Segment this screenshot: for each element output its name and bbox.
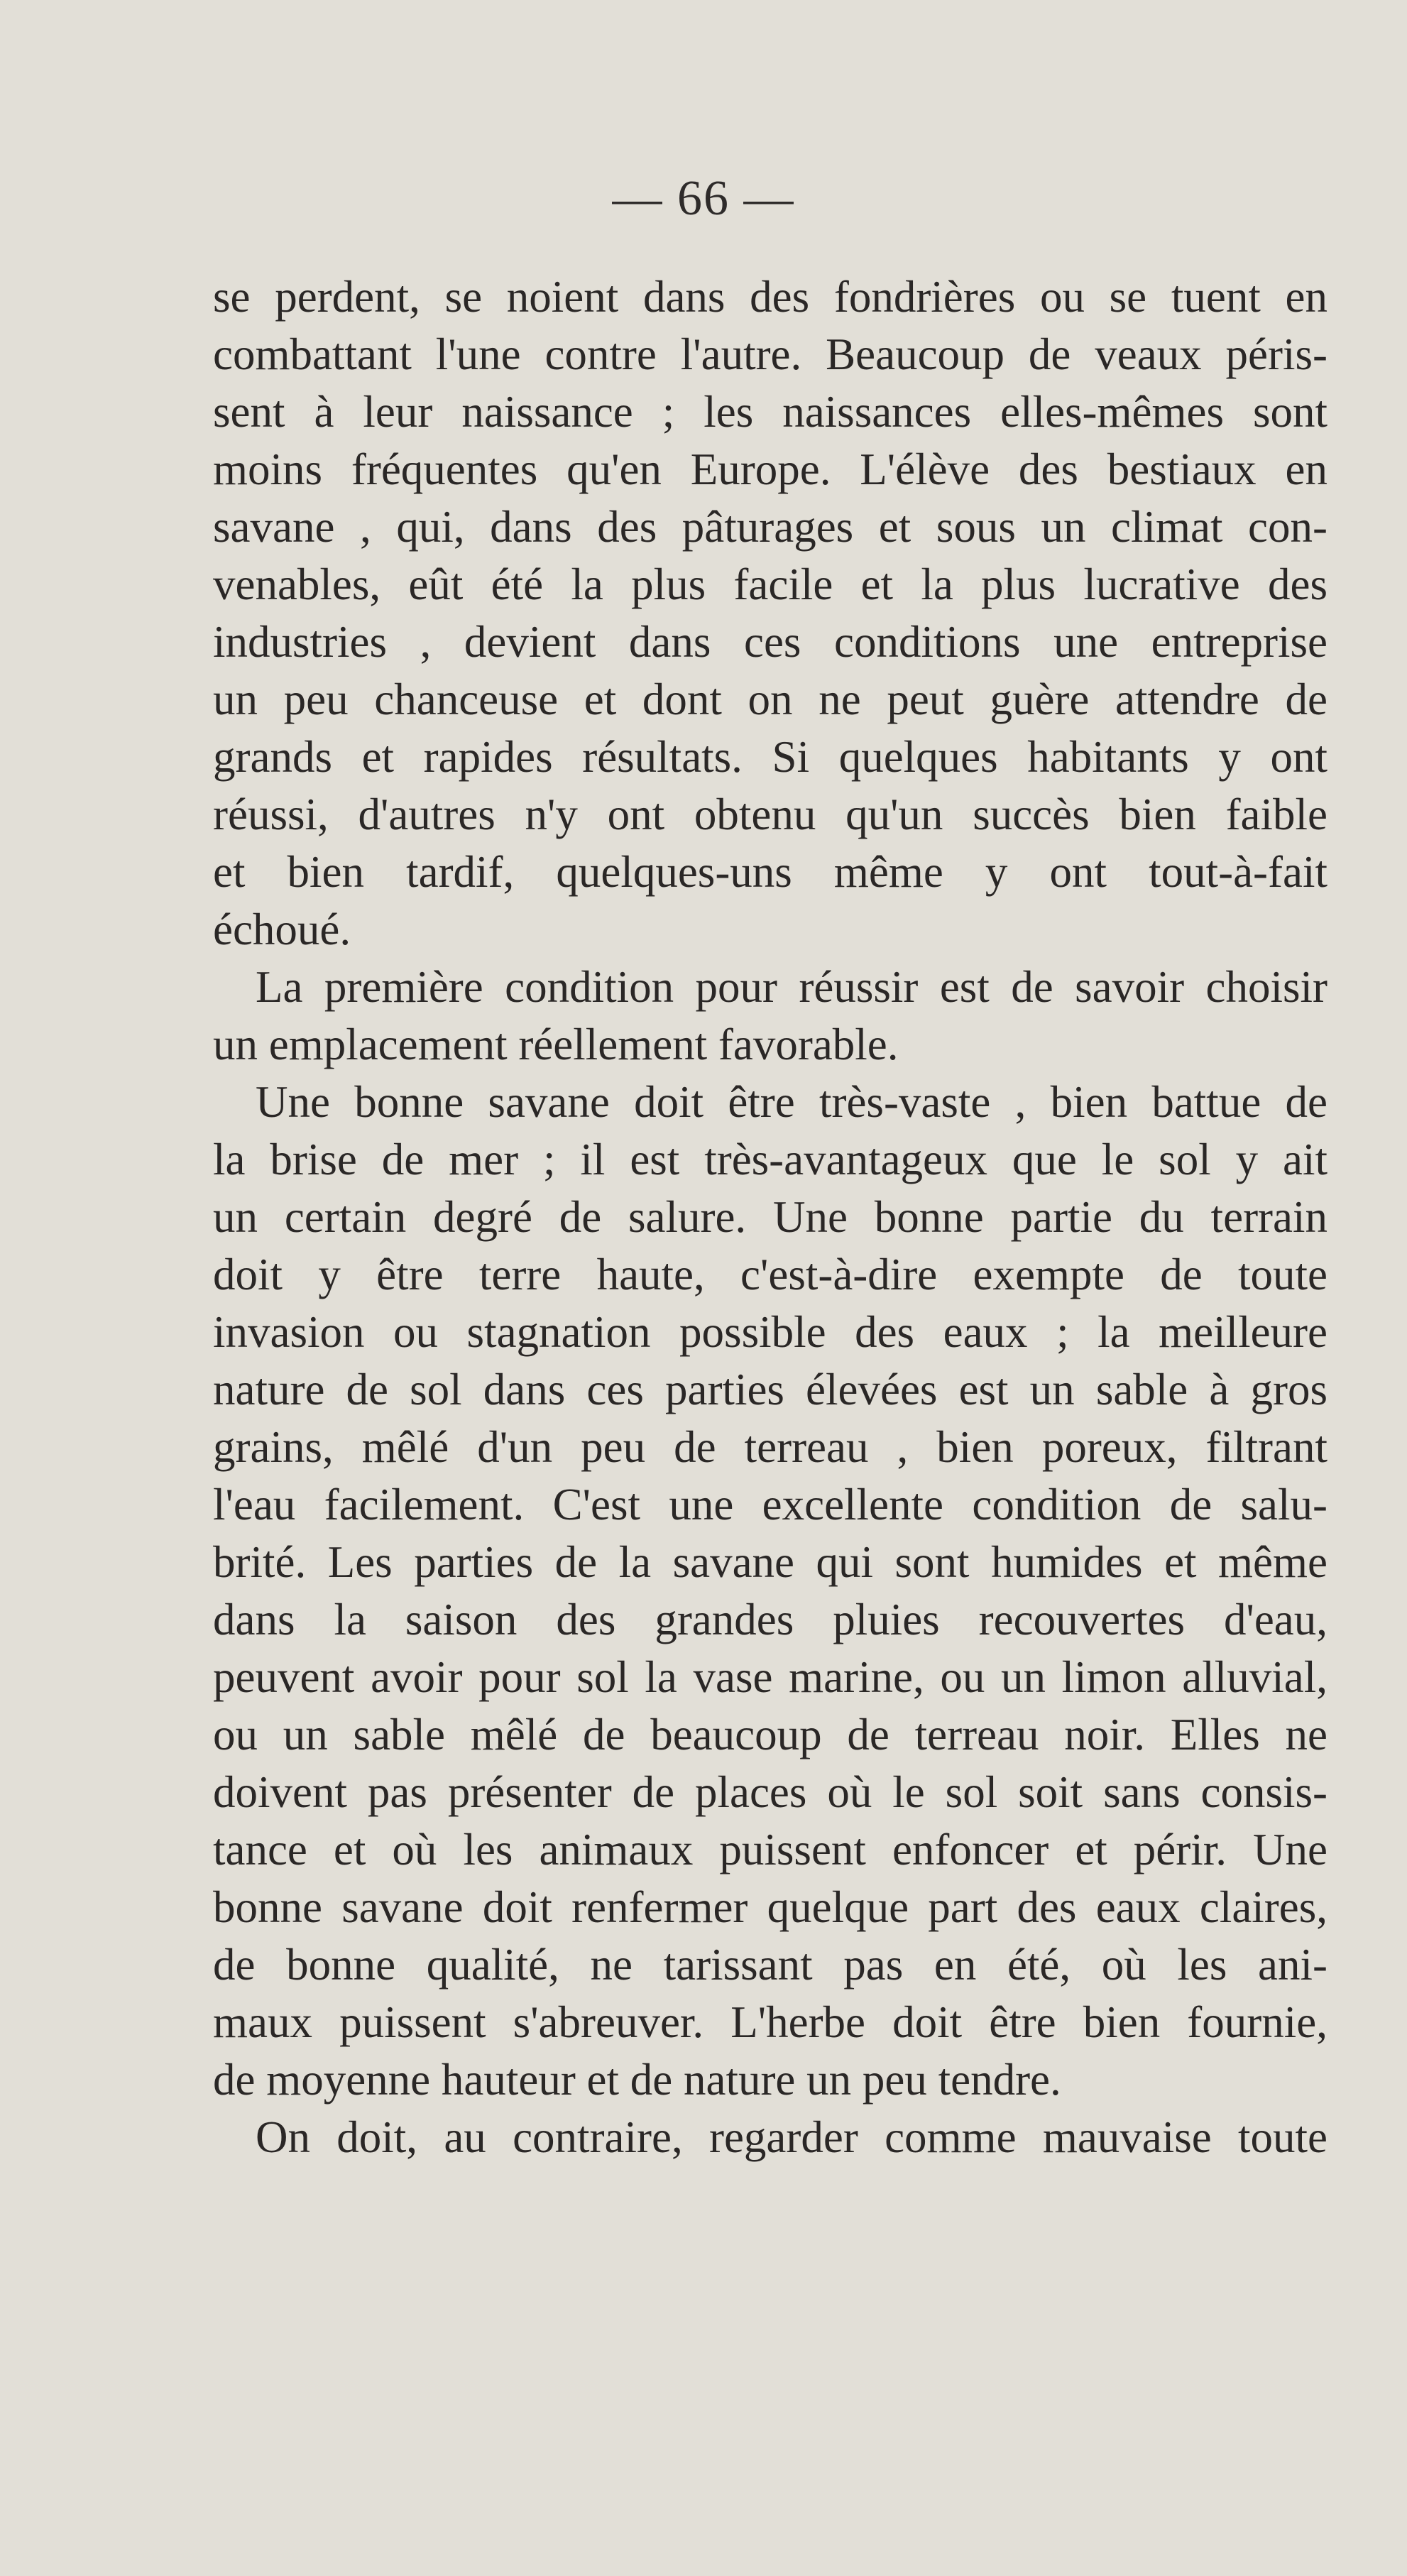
body-text: [213, 268, 1327, 2166]
text-line: venables, eût été la plus facile et la plus lucrative des: [213, 560, 1327, 609]
text-line: dans la saison des grandes pluies recouvertes d'eau,: [213, 1595, 1327, 1644]
text-line: un certain degré de salure. Une bonne partie du terrain: [213, 1192, 1327, 1242]
text-line: peuvent avoir pour sol la vase marine, ou un limon alluvial,: [213, 1652, 1327, 1702]
text-line: invasion ou stagnation possible des eaux ; la meilleure: [213, 1307, 1327, 1357]
text-line: un emplacement réellement favorable.: [213, 1020, 899, 1069]
text-line: La première condition pour réussir est de savoir choisir: [256, 962, 1327, 1012]
text-line: de bonne qualité, ne tarissant pas en été, où les ani-: [213, 1940, 1327, 1990]
text-line: savane , qui, dans des pâturages et sous un climat con-: [213, 502, 1327, 552]
text-line: grains, mêlé d'un peu de terreau , bien poreux, filtrant: [213, 1422, 1327, 1472]
text-line: maux puissent s'abreuver. L'herbe doit être bien fournie,: [213, 1997, 1327, 2047]
text-line: grands et rapides résultats. Si quelques habitants y ont: [213, 732, 1327, 782]
text-line: nature de sol dans ces parties élevées est un sable à gros: [213, 1365, 1327, 1414]
text-line: doit y être terre haute, c'est-à-dire exempte de toute: [213, 1250, 1327, 1299]
text-line: et bien tardif, quelques-uns même y ont tout-à-fait: [213, 847, 1327, 897]
text-line: se perdent, se noient dans des fondrières ou se tuent en: [213, 272, 1327, 322]
text-line: un peu chanceuse et dont on ne peut guère attendre de: [213, 675, 1327, 724]
text-line: bonne savane doit renfermer quelque part des eaux claires,: [213, 1882, 1327, 1932]
text-line: industries , devient dans ces conditions une entreprise: [213, 617, 1327, 667]
text-line: moins fréquentes qu'en Europe. L'élève des bestiaux en: [213, 444, 1327, 494]
text-line: échoué.: [213, 905, 351, 954]
text-line: sent à leur naissance ; les naissances elles-mêmes sont: [213, 387, 1327, 437]
text-line: brité. Les parties de la savane qui sont humides et même: [213, 1537, 1327, 1587]
text-line: l'eau facilement. C'est une excellente condition de salu-: [213, 1480, 1327, 1529]
text-line: Une bonne savane doit être très-vaste , bien battue de: [256, 1077, 1327, 1127]
text-line: réussi, d'autres n'y ont obtenu qu'un succès bien faible: [213, 790, 1327, 839]
text-line: On doit, au contraire, regarder comme mauvaise toute: [256, 2112, 1327, 2162]
text-line: combattant l'une contre l'autre. Beaucoup de veaux péris-: [213, 329, 1327, 379]
text-line: la brise de mer ; il est très-avantageux que le sol y ait: [213, 1135, 1327, 1184]
page-number: — 66 —: [612, 171, 795, 226]
text-line: doivent pas présenter de places où le sol soit sans consis-: [213, 1767, 1327, 1817]
text-line: de moyenne hauteur et de nature un peu tendre.: [213, 2055, 1061, 2105]
text-line: ou un sable mêlé de beaucoup de terreau noir. Elles ne: [213, 1710, 1327, 1759]
text-line: tance et où les animaux puissent enfoncer et périr. Une: [213, 1825, 1327, 1874]
